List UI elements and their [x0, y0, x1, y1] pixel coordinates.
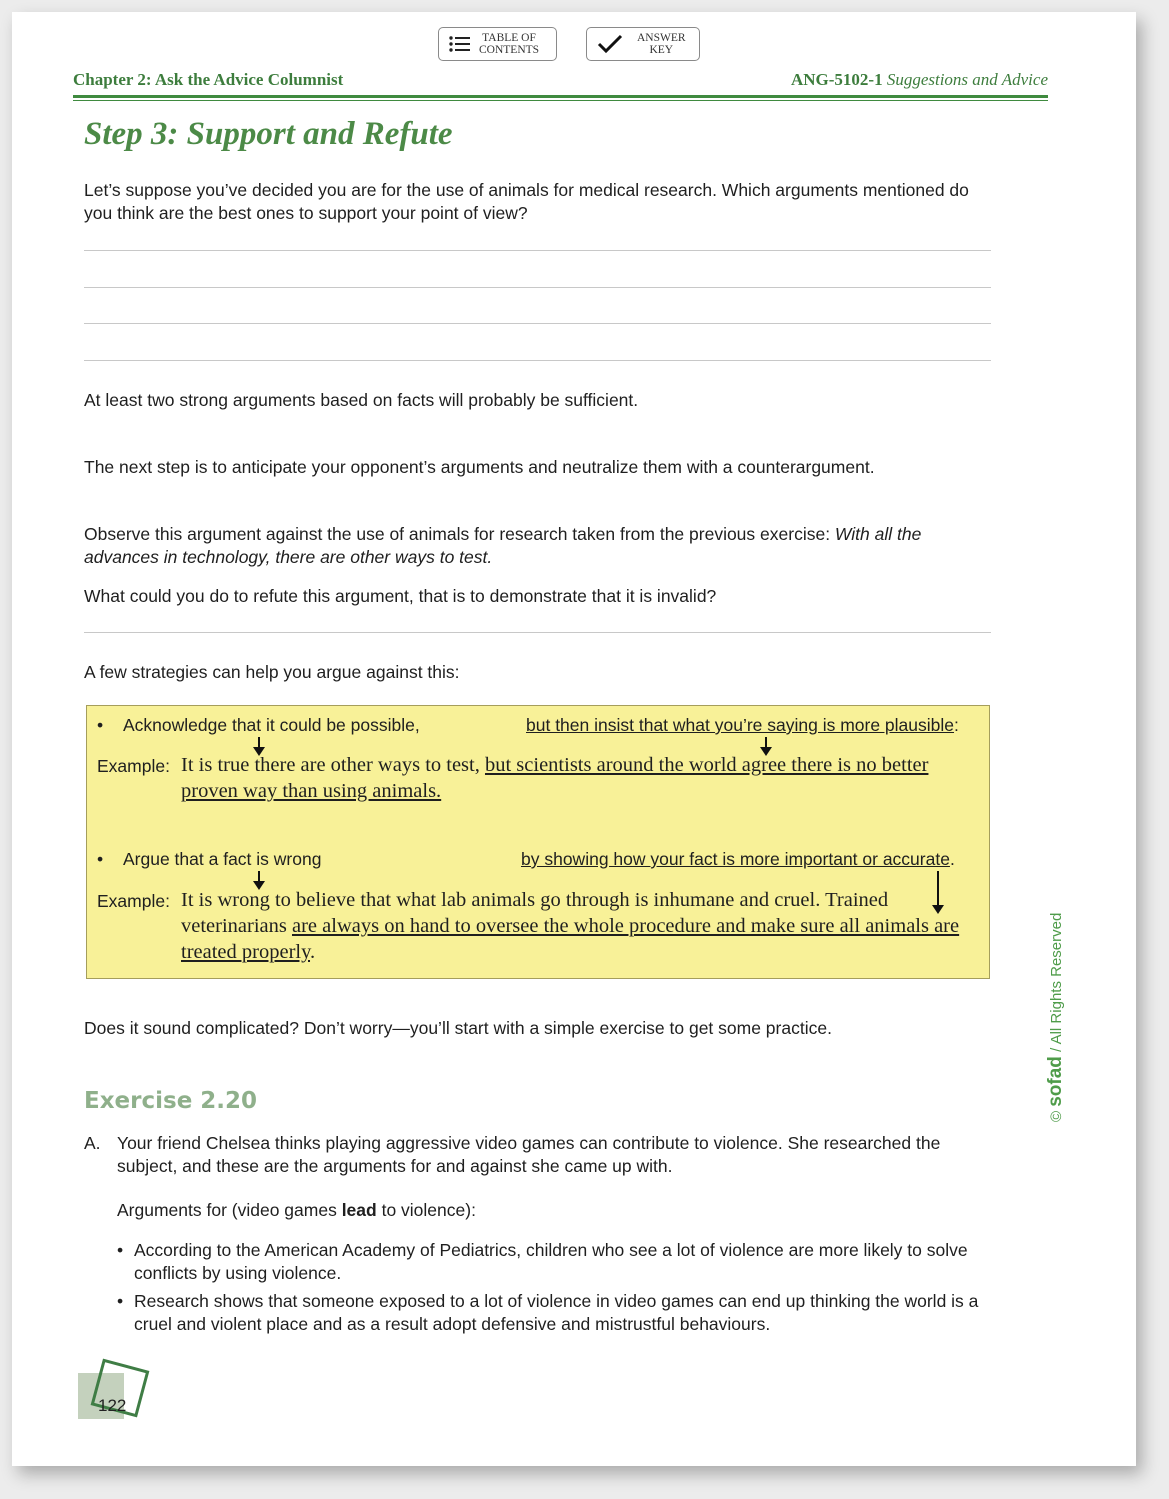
rights-text: / All Rights Reserved — [1048, 912, 1065, 1057]
bullet: • — [117, 1291, 124, 1311]
example-text — [181, 752, 981, 804]
refute-question: What could you do to refute this argument, that is to demonstrate that it is invalid? — [84, 586, 717, 606]
answer-line[interactable] — [84, 287, 991, 288]
example-underlined: are always on hand to oversee the whole procedure and make sure all animals are treated properly — [181, 915, 960, 963]
chapter-title: Chapter 2: Ask the Advice Columnist — [73, 70, 344, 89]
complicated-text: Does it sound complicated? Don’t worry—you’ll start with a simple exercise to get some practice. — [84, 1018, 832, 1038]
course-title: Suggestions and Advice — [886, 70, 1048, 89]
example-plain: It is wrong to believe that what lab animals go through is inhumane and cruel. Trained veterinarians — [181, 889, 889, 937]
answer-key-label-line1: ANSWER — [637, 32, 686, 44]
answer-line[interactable] — [84, 632, 991, 633]
bullet: • — [97, 715, 104, 735]
example-label: Example: — [97, 891, 170, 911]
page-title: Step 3: Support and Refute — [84, 116, 453, 152]
bullet: • — [97, 849, 104, 869]
list-icon — [449, 35, 471, 53]
strategies-box — [86, 705, 990, 979]
page — [12, 12, 1136, 1466]
exercise-item-text: Your friend Chelsea thinks playing aggressive video games can contribute to violence. She researched the subject, and these are the arguments for and against she came up with. — [117, 1133, 941, 1176]
strategies-intro: A few strategies can help you argue against this: — [84, 662, 460, 682]
brand-logo: sofad — [1045, 1056, 1066, 1107]
example-underlined: but scientists around the world agree there is no better proven way than using animals. — [181, 754, 929, 802]
observe-lead: Observe this argument against the use of animals for research taken from the previous exercise: — [84, 524, 835, 544]
example-tail: . — [310, 941, 316, 963]
observe-text — [84, 523, 994, 569]
exercise-item-label: A. — [84, 1133, 101, 1153]
answer-line[interactable] — [84, 323, 991, 324]
sufficient-note: At least two strong arguments based on facts will probably be sufficient. — [84, 390, 639, 410]
strategy-point: Argue that a fact is wrong — [123, 849, 322, 869]
example-label: Example: — [97, 756, 170, 776]
intro-question: Let’s suppose you’ve decided you are for the use of animals for medical research. Which arguments mentioned do you think are the best ones to support your point of view? — [84, 180, 969, 223]
answer-key-button[interactable] — [586, 27, 700, 61]
strategy-point-end: . — [949, 849, 955, 869]
copyright-sidebar — [1045, 913, 1067, 1122]
observe-quote: With all the advances in technology, there are other ways to test. — [84, 524, 922, 567]
arguments-for-bold: lead — [341, 1200, 377, 1220]
course-code: ANG-5102-1 — [790, 70, 883, 89]
toc-label-line1: TABLE OF — [482, 32, 536, 44]
answer-line[interactable] — [84, 250, 991, 251]
strategy-point-end: : — [954, 715, 959, 735]
strategy-point: Acknowledge that it could be possible, — [123, 715, 420, 735]
header-rule — [73, 95, 1048, 98]
arguments-for-heading — [117, 1199, 997, 1222]
bullet: • — [117, 1240, 124, 1260]
strategy-point-right — [521, 849, 955, 870]
copyright-symbol: © — [1048, 1110, 1065, 1122]
checkmark-icon — [597, 34, 623, 54]
arguments-for-suffix: to violence): — [376, 1200, 476, 1220]
strategy-point-underlined: by showing how your fact is more important or accurate — [521, 849, 950, 869]
next-step-text: The next step is to anticipate your opponent’s arguments and neutralize them with a counterargument. — [84, 457, 875, 477]
answer-key-label-line2: KEY — [649, 44, 674, 56]
course-reference — [791, 70, 1048, 90]
argument-item: Research shows that someone exposed to a lot of violence in video games can end up thinking the world is a cruel and violent place and as a result adopt defensive and mistrustful behaviours. — [134, 1291, 979, 1334]
toc-label-line2: CONTENTS — [479, 44, 540, 56]
argument-item: According to the American Academy of Pediatrics, children who see a lot of violence are more likely to solve conflicts by using violence. — [134, 1240, 968, 1283]
example-text — [181, 887, 971, 965]
header-rule-thin — [73, 100, 1048, 101]
strategy-point-right — [526, 715, 959, 736]
example-plain: It is true there are other ways to test, — [181, 754, 485, 776]
arguments-for-prefix: Arguments for (video games — [117, 1200, 342, 1220]
table-of-contents-button[interactable] — [438, 27, 557, 61]
strategy-point-underlined: but then insist that what you’re saying is more plausible — [526, 715, 955, 735]
page-number: 122 — [98, 1396, 127, 1415]
exercise-title: Exercise 2.20 — [84, 1088, 258, 1114]
answer-line[interactable] — [84, 360, 991, 361]
